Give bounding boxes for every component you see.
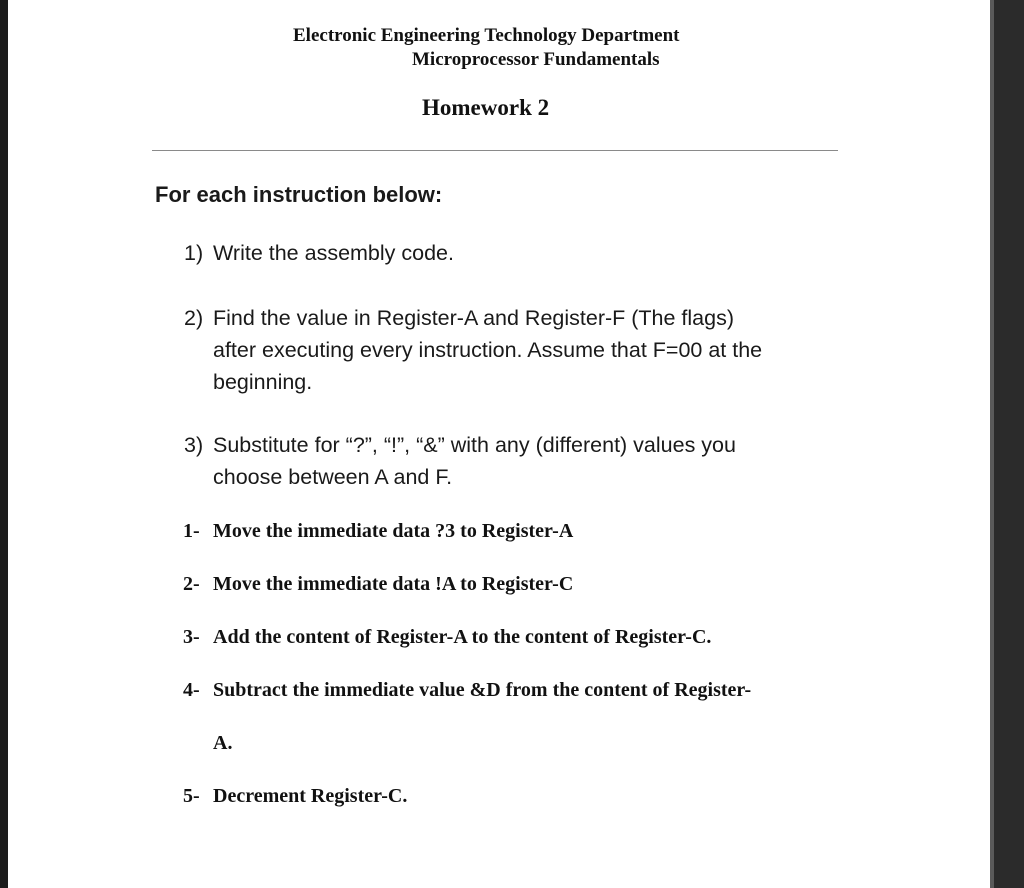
instruction-text: Decrement Register-C. xyxy=(213,785,408,807)
intro-heading: For each instruction below: xyxy=(155,182,443,207)
department-title: Electronic Engineering Technology Department xyxy=(293,25,680,46)
task-number: 3) xyxy=(184,433,204,457)
instruction-text: Add the content of Register-A to the content of Register-C. xyxy=(213,626,712,648)
instruction-number: 3- xyxy=(183,626,200,648)
task-number: 1) xyxy=(184,241,204,265)
instruction-text: Subtract the immediate value &D from the content of Register- xyxy=(213,679,752,701)
instruction-number: 5- xyxy=(183,785,200,807)
header-divider xyxy=(152,150,838,151)
instruction-number: 1- xyxy=(183,520,200,542)
task-line: Substitute for “?”, “!”, “&” with any (different) values you xyxy=(213,433,736,457)
instruction-text: Move the immediate data !A to Register-C xyxy=(213,573,574,595)
course-title: Microprocessor Fundamentals xyxy=(412,49,660,70)
homework-title: Homework 2 xyxy=(422,95,550,120)
instruction-number: 4- xyxy=(183,679,200,701)
right-edge-border xyxy=(990,0,1024,888)
task-line: choose between A and F. xyxy=(213,465,453,489)
left-edge-border xyxy=(0,0,8,888)
instruction-text: Move the immediate data ?3 to Register-A xyxy=(213,520,574,542)
task-line: after executing every instruction. Assume that F=00 at the xyxy=(213,338,763,362)
task-line: Write the assembly code. xyxy=(213,241,454,265)
instruction-number: 2- xyxy=(183,573,200,595)
task-number: 2) xyxy=(184,306,204,330)
instruction-continuation: A. xyxy=(213,732,233,754)
task-line: beginning. xyxy=(213,370,313,394)
task-line: Find the value in Register-A and Register-F (The flags) xyxy=(213,306,735,330)
